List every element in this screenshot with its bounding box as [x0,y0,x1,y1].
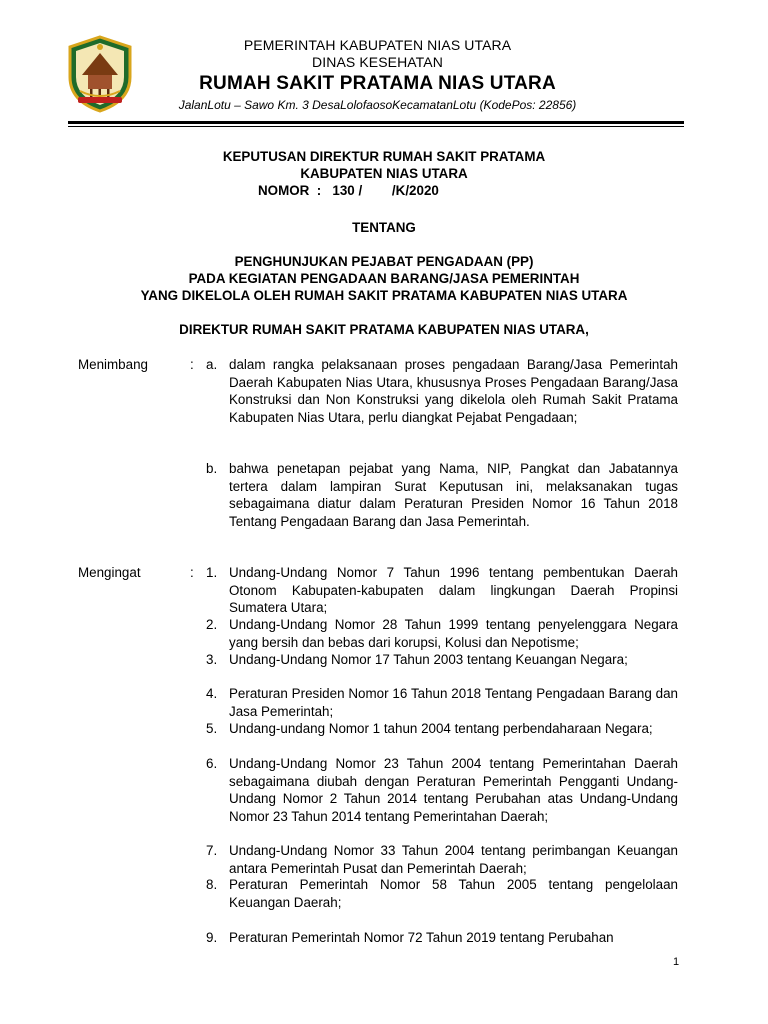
list-item-number: b. [206,461,218,476]
list-item-number: 7. [206,843,218,858]
list-item-number: 3. [206,652,218,667]
decree-title: KEPUTUSAN DIREKTUR RUMAH SAKIT PRATAMA [222,149,546,164]
menimbang-label: Menimbang [78,357,148,372]
regency-crest-icon [66,35,134,113]
list-item-number: 4. [206,686,218,701]
decree-number: NOMOR : 130 / /K/2020 [258,183,439,198]
letterhead-government: PEMERINTAH KABUPATEN NIAS UTARA [243,37,512,53]
list-item-text: Peraturan Pemerintah Nomor 58 Tahun 2005 tentang pengelolaan Keuangan Daerah; [229,877,678,910]
list-item-text: Undang-Undang Nomor 17 Tahun 2003 tentang Keuangan Negara; [229,652,628,667]
list-item [206,876,678,911]
menimbang-colon: : [190,357,194,372]
list-item-number: 8. [206,877,218,892]
decree-tentang: TENTANG [352,220,416,235]
decree-director: DIREKTUR RUMAH SAKIT PRATAMA KABUPATEN NIAS UTARA, [179,322,589,337]
list-item-text: Undang-Undang Nomor 33 Tahun 2004 tentang perimbangan Keuangan antara Pemerintah Pusat dan Pemerintah Daerah; [229,843,678,876]
list-item-number: 2. [206,617,218,632]
list-item-text: dalam rangka pelaksanaan proses pengadaan Barang/Jasa Pemerintah Daerah Kabupaten Nias Utara, khususnya Proses Pengadaan Barang/Jasa Konstruksi dan Non Konstruksi yang dikelola oleh Rumah Sakit Pratama Kabupaten Nias Utara, perlu diangkat Pejabat Pengadaan; [229,357,678,425]
letterhead-rule-thick [68,121,684,124]
decree-subject-line3: YANG DIKELOLA OLEH RUMAH SAKIT PRATAMA KABUPATEN NIAS UTARA [140,288,628,303]
list-item [206,720,678,738]
list-item [206,842,678,877]
decree-subject-line2: PADA KEGIATAN PENGADAAN BARANG/JASA PEMERINTAH [188,271,580,286]
page-number: 1 [673,956,680,968]
list-item [206,929,678,947]
list-item [206,651,678,669]
decree-subject-line1: PENGHUNJUKAN PEJABAT PENGADAAN (PP) [234,254,534,269]
list-item-text: Peraturan Pemerintah Nomor 72 Tahun 2019 tentang Perubahan [229,930,614,945]
list-item-number: a. [206,357,218,372]
mengingat-colon: : [190,565,194,580]
mengingat-label: Mengingat [78,565,141,580]
list-item-text: Peraturan Presiden Nomor 16 Tahun 2018 Tentang Pengadaan Barang dan Jasa Pemerintah; [229,686,678,719]
list-item [206,564,678,617]
list-item-text: Undang-Undang Nomor 28 Tahun 1999 tentang penyelenggara Negara yang bersih dan bebas dari korupsi, Kolusi dan Nepotisme; [229,617,678,650]
list-item [206,356,678,426]
list-item-number: 5. [206,721,218,736]
list-item-text: Undang-Undang Nomor 23 Tahun 2004 tentang Pemerintahan Daerah sebagaimana diubah dengan Peraturan Pemerintah Pengganti Undang-Undang Nomor 2 Tahun 2014 tentang Perubahan atas Undang-Undang Nomor 23 Tahun 2014 tentang Pemerintahan Daerah; [229,756,678,824]
letterhead [140,37,615,113]
list-item-number: 1. [206,565,218,580]
letterhead-agency: DINAS KESEHATAN [312,54,443,70]
list-item-number: 6. [206,756,218,771]
list-item-text: bahwa penetapan pejabat yang Nama, NIP, Pangkat dan Jabatannya tertera dalam lampiran Surat Keputusan ini, melaksanakan tugas sebagaimana diatur dalam Peraturan Presiden Nomor 16 Tahun 2018 Tentang Pengadaan Barang dan Jasa Pemerintah. [229,461,678,529]
list-item [206,755,678,825]
list-item-number: 9. [206,930,218,945]
list-item [206,616,678,651]
letterhead-rule-thin [68,126,684,127]
letterhead-hospital-name: RUMAH SAKIT PRATAMA NIAS UTARA [199,73,556,94]
list-item-text: Undang-undang Nomor 1 tahun 2004 tentang perbendaharaan Negara; [229,721,653,736]
decree-title-regency: KABUPATEN NIAS UTARA [300,166,468,181]
list-item-text: Undang-Undang Nomor 7 Tahun 1996 tentang pembentukan Daerah Otonom Kabupaten-kabupaten dalam lingkungan Daerah Propinsi Sumatera Utara; [229,565,678,615]
list-item [206,460,678,530]
letterhead-address: JalanLotu – Sawo Km. 3 DesaLolofaosoKecamatanLotu (KodePos: 22856) [178,98,577,112]
list-item [206,685,678,720]
